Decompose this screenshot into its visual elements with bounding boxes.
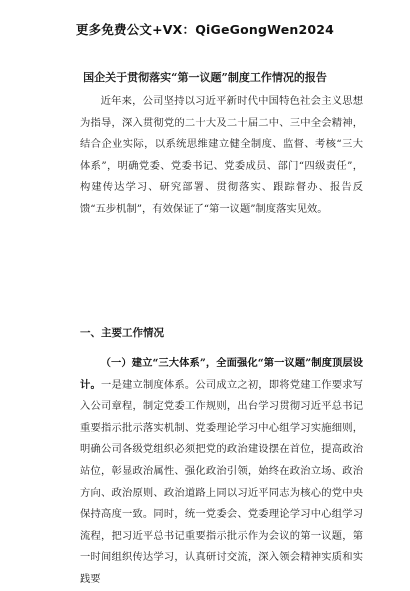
section-heading: 一、主要工作情况 bbox=[80, 327, 164, 339]
subsection-heading: （一）建立“三大体系”，全面强化“第一议题”制度顶层设计。 bbox=[80, 357, 363, 391]
subsection-paragraph bbox=[80, 353, 363, 591]
intro-paragraph: 近年来，公司坚持以习近平新时代中国特色社会主义思想为指导，深入贯彻党的二十大及二十届二中、三中全会精神，结合企业实际，以系统思维建立健全制度、监督、考核“三大体系”，明确党委、党委书记、党委成员、部门“四级责任”，构建传达学习、研究部署、贯彻落实、跟踪督办、报告反馈“五步机制”，有效保证了“第一议题”制度落实见效。 bbox=[80, 95, 363, 215]
document-title: 国企关于贯彻落实“第一议题”制度工作情况的报告 bbox=[83, 71, 327, 84]
watermark-header: 更多免费公文+VX：QiGeGongWen2024 bbox=[75, 22, 335, 37]
subsection-body: 一是建立制度体系。公司成立之初，即将党建工作要求写入公司章程，制定党委工作规则，出台学习贯彻习近平总书记重要指示批示落实机制、党委理论学习中心组学习实施细则，明确公司各级党组织必须把党的政治建设摆在首位，提高政治站位，彰显政治属性、强化政治引领，始终在政治立场、政治方向、政治原则、政治道路上同以习近平同志为核心的党中央保持高度一致。同时，统一党委会、党委理论学习中心组学习流程，把习近平总书记重要指示批示作为会议的第一议题，第一时间组织传达学习，认真研讨交流，深入领会精神实质和实践要 bbox=[80, 378, 364, 585]
